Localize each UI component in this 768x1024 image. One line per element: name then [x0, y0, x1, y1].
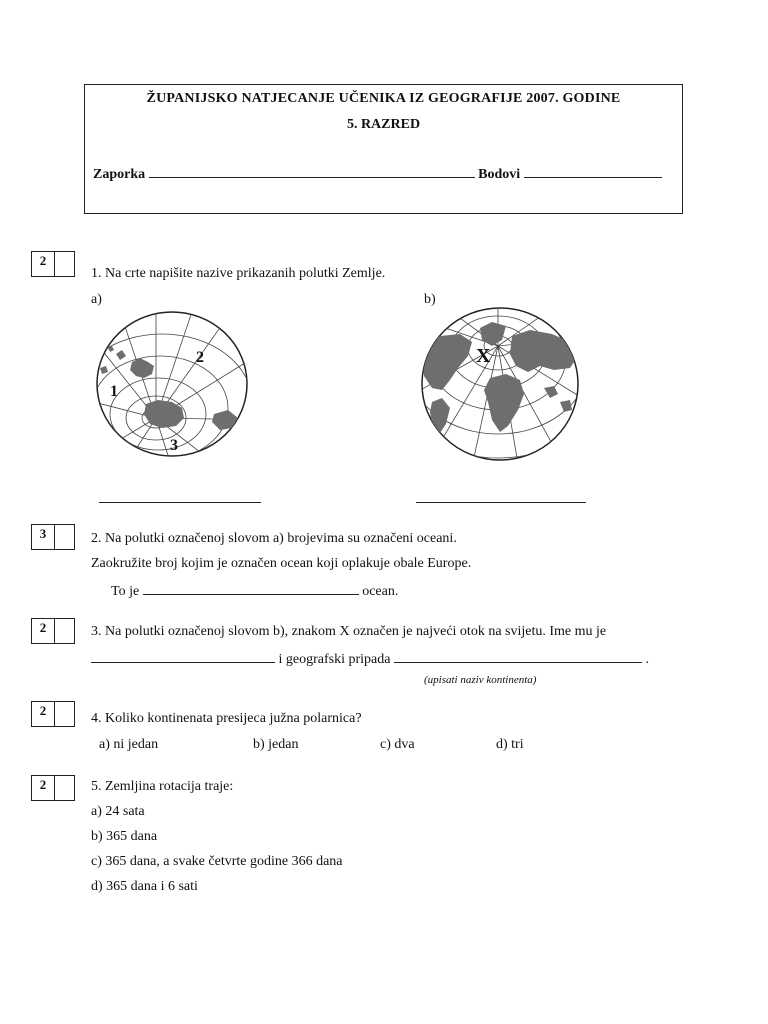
globe-a-southern-hemisphere: [96, 310, 250, 458]
max-points: 3: [32, 525, 55, 549]
score-box-q2[interactable]: [31, 524, 75, 550]
question-2-line2: Zaokružite broj kojim je označen ocean koji oplakuje obale Europe.: [91, 556, 472, 571]
question-3-answer-row: [91, 650, 649, 668]
question-1-text: 1. Na crte napišite nazive prikazanih polutki Zemlje.: [91, 266, 386, 281]
question-4-text: 4. Koliko kontinenata presijeca južna polarnica?: [91, 711, 362, 726]
label-b: b): [424, 292, 436, 307]
option-a[interactable]: a) 24 sata: [91, 804, 145, 819]
question-5-text: 5. Zemljina rotacija traje:: [91, 779, 234, 794]
globe-b-northern-hemisphere: [420, 306, 580, 462]
island-answer-line[interactable]: [91, 650, 275, 663]
question-2-text: 2. Na polutki označenoj slovom a) brojevima su označeni oceani.: [91, 531, 457, 546]
code-label: Zaporka: [93, 167, 146, 182]
answer-middle: i geografski pripada: [278, 652, 391, 667]
answer-end: .: [645, 652, 649, 667]
globe-a-label-2: 2: [196, 349, 204, 366]
globe-a-label-3: 3: [170, 437, 178, 454]
score-box-q1[interactable]: [31, 251, 75, 277]
grade-label: 5. RAZRED: [346, 117, 421, 132]
ocean-answer-line[interactable]: [143, 582, 359, 595]
header-box: [84, 84, 683, 214]
option-c[interactable]: c) dva: [380, 737, 415, 752]
answer-line-a[interactable]: [99, 490, 261, 503]
option-c[interactable]: c) 365 dana, a svake četvrte godine 366 dana: [91, 854, 343, 869]
code-input-line[interactable]: [149, 165, 475, 178]
globe-a-label-1: 1: [110, 383, 118, 400]
score-box-q5[interactable]: [31, 775, 75, 801]
max-points: 2: [32, 619, 55, 643]
max-points: 2: [32, 702, 55, 726]
question-3-text: 3. Na polutki označenoj slovom b), znakom X označen je najveći otok na svijetu. Ime mu je: [91, 624, 607, 639]
label-a: a): [91, 292, 102, 307]
answer-line-b[interactable]: [416, 490, 586, 503]
globe-b-label-x: X: [476, 345, 491, 367]
max-points: 2: [32, 252, 55, 276]
score-box-q4[interactable]: [31, 701, 75, 727]
question-2-answer-row: [111, 582, 398, 600]
score-field[interactable]: [55, 525, 74, 549]
score-field[interactable]: [55, 776, 74, 800]
max-points: 2: [32, 776, 55, 800]
option-b[interactable]: b) 365 dana: [91, 829, 158, 844]
option-d[interactable]: d) tri: [496, 737, 524, 752]
competition-title: ŽUPANIJSKO NATJECANJE UČENIKA IZ GEOGRAFIJE 2007. GODINE: [146, 91, 621, 106]
answer-suffix: ocean.: [362, 584, 399, 599]
continent-answer-line[interactable]: [394, 650, 642, 663]
answer-prefix: To je: [111, 584, 140, 599]
option-a[interactable]: a) ni jedan: [99, 737, 159, 752]
option-d[interactable]: d) 365 dana i 6 sati: [91, 879, 198, 894]
score-field[interactable]: [55, 702, 74, 726]
score-field[interactable]: [55, 252, 74, 276]
score-box-q3[interactable]: [31, 618, 75, 644]
score-field[interactable]: [55, 619, 74, 643]
option-b[interactable]: b) jedan: [253, 737, 299, 752]
code-points-row: [93, 165, 662, 183]
continent-hint: (upisati naziv kontinenta): [424, 674, 537, 686]
points-input-line[interactable]: [524, 165, 662, 178]
points-label: Bodovi: [478, 167, 521, 182]
